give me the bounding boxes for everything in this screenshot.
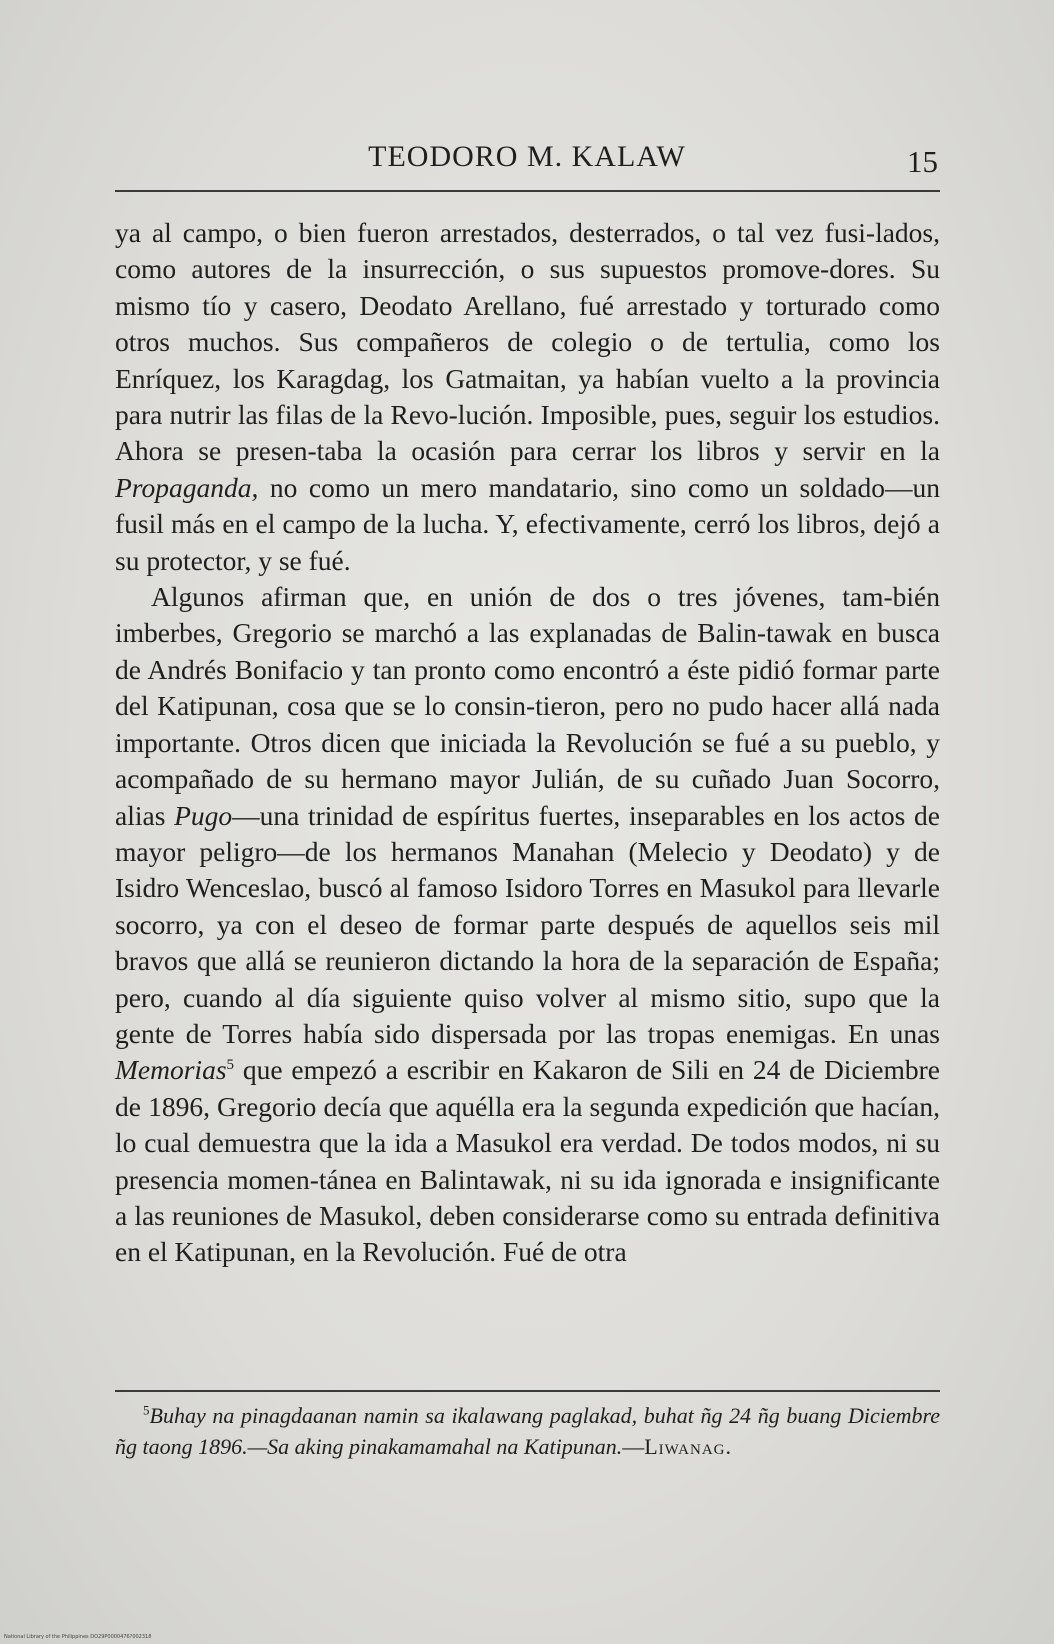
paragraph-2: [115, 579, 940, 1271]
footnote-rule: [115, 1390, 940, 1392]
footnote-dash: —: [622, 1434, 645, 1459]
library-watermark: National Library of the Philippines DO29P0000476?002318: [4, 1634, 152, 1640]
paragraph-2-italic-memorias: Memorias: [115, 1054, 227, 1086]
footnote-reference[interactable]: 5: [226, 1057, 235, 1074]
paragraph-1-text: ya al campo, o bien fueron arrestados, desterrados, o tal vez fusi-lados, como autores de la insurrección, o sus supuestos promove-dores. Su mismo tío y casero, Deodato Arellano, fué arrestado y torturado como otros muchos. Sus compañeros de colegio o de tertulia, como los Enríquez, los Karagdag, los Gatmaitan, ya habían vuelto a la provincia para nutrir las filas de la Revo-lución. Imposible, pues, seguir los estudios. Ahora se presen-taba la ocasión para cerrar los libros y servir en la: [115, 217, 940, 467]
paragraph-1-end: no como un mero mandatario, sino como un soldado—un fusil más en el campo de la lucha. Y, efectivamente, cerró los libros, dejó a su protector, y se fué.: [115, 471, 940, 576]
footnote-italic-text: Buhay na pinagdaanan namin sa ikalawang paglakad, buhat ñg 24 ñg buang Diciembre ñg taong 1896.—Sa aking pinakamamahal na Katipunan.: [115, 1403, 940, 1459]
body-text: [115, 215, 940, 1271]
paragraph-2-text-a: Algunos afirman que, en unión de dos o tres jóvenes, tam-bién imberbes, Gregorio se marchó a las explanadas de Balin-tawak en busca de Andrés Bonifacio y tan pronto como encontró a éste pidió formar parte del Katipunan, cosa que se lo consin-tieron, pero no pudo hacer allá nada importante. Otros dicen que iniciada la Revolución se fué a su pueblo, y acompañado de su hermano mayor Julián, de su cuñado Juan Socorro, alias: [115, 581, 940, 831]
header-rule: [115, 190, 940, 192]
paragraph-1-italic: Propaganda,: [115, 471, 259, 503]
footnote-author: Liwanag.: [644, 1434, 732, 1459]
page-number: 15: [907, 144, 938, 179]
footnote-marker: 5: [143, 1402, 150, 1418]
footnote: [115, 1400, 940, 1462]
running-title: TEODORO M. KALAW: [368, 140, 686, 173]
footnote-5: [115, 1400, 940, 1462]
paragraph-2-italic-pugo: Pugo: [174, 799, 233, 831]
paragraph-2-text-b: —una trinidad de espíritus fuertes, inseparables en los actos de mayor peligro—de los hermanos Manahan (Melecio y Deodato) y de Isidro Wenceslao, buscó al famoso Isidoro Torres en Masukol para llevarle socorro, ya con el deseo de formar parte después de aquellos seis mil bravos que allá se reunieron dictando la hora de la separación de España; pero, cuando al día siguiente quiso volver al mismo sitio, supo que la gente de Torres había sido dispersada por las tropas enemigas. En unas: [115, 799, 940, 1049]
running-head: [0, 136, 1054, 182]
paragraph-2-text-c: que empezó a escribir en Kakaron de Sili en 24 de Diciembre de 1896, Gregorio decía que aquélla era la segunda expedición que hacían, lo cual demuestra que la ida a Masukol era verdad. De todos modos, ni su presencia momen-tánea en Balintawak, ni su ida ignorada e insignificante a las reuniones de Masukol, deben considerarse como su entrada definitiva en el Katipunan, en la Revolución. Fué de otra: [115, 1054, 941, 1268]
paragraph-1: [115, 215, 940, 579]
